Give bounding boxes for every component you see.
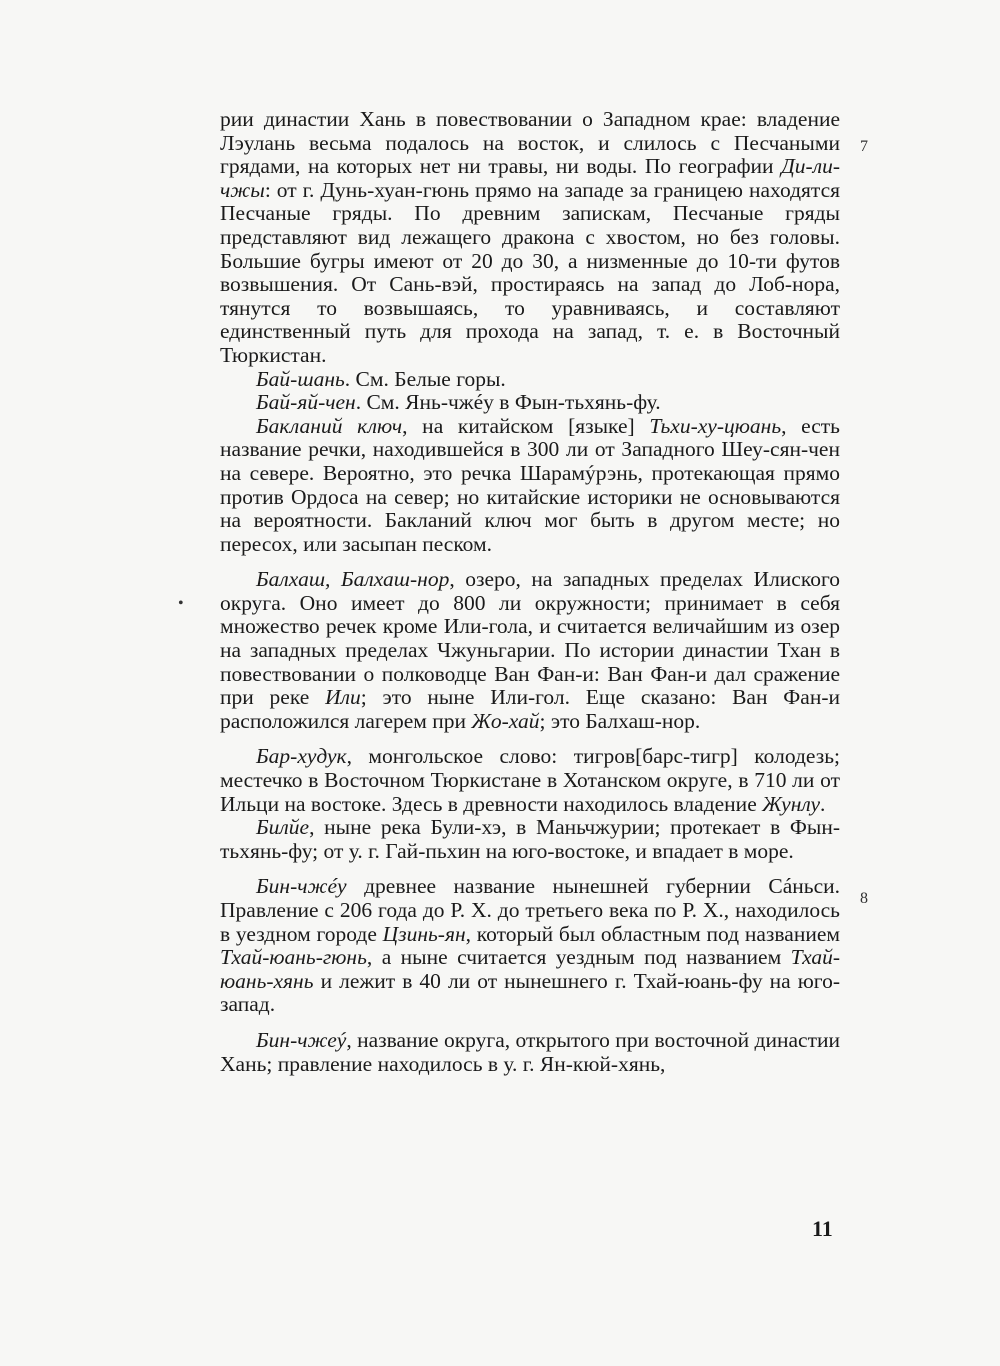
text-run: . xyxy=(820,791,826,816)
text-run: . См. Янь-чжéу в Фын-тьхянь-фу. xyxy=(355,390,661,415)
paragraph xyxy=(220,391,840,415)
page-body-text xyxy=(220,108,840,1076)
text-run: ; это Балхаш-нор. xyxy=(539,708,701,733)
paragraph xyxy=(220,875,840,1017)
text-run: , есть название речки, находившейся в 300 ли от Западного Шеу-сян-чен на севере. Вероятно, это речка Шарамýрэнь, протекающая прямо против Ордоса на север; но китайские историки не основываются на вероятности. Бакланий ключ мог быть в другом месте; но пересох, или засыпан песком. xyxy=(220,413,840,556)
text-run: , который был областным под названием xyxy=(465,921,840,946)
text-run: , на китайском [языке] xyxy=(402,413,650,438)
italic-term: Бай-яй-чен xyxy=(256,390,356,415)
text-run: и лежит в 40 ли от нынешнего г. Тхай-юань-фу на юго-запад. xyxy=(220,968,840,1017)
paragraph xyxy=(220,368,840,392)
italic-term: Бакланий ключ xyxy=(256,413,403,438)
text-run: . См. Белые горы. xyxy=(344,366,506,391)
text-run: древнее название нынешней губернии Сáньси. Правление с 206 года до Р. Х. до третьего века по Р. Х., находилось в уездном городе xyxy=(220,874,840,946)
text-run: , а ныне считается уездным под названием xyxy=(366,945,791,970)
italic-term: Бин-чжéу xyxy=(256,874,347,899)
text-run: ; это ныне Или-гол. Еще сказано: Ван Фан-и расположился лагерем при xyxy=(220,685,840,733)
page-number: 11 xyxy=(812,1216,833,1241)
italic-term: Ди-ли-чжы xyxy=(220,154,840,202)
italic-term: Балхаш, Балхаш-нор xyxy=(256,567,450,592)
italic-term: Жунлу xyxy=(762,791,821,816)
text-run: , ныне река Були-хэ, в Маньчжурии; протекает в Фын-тьхянь-фу; от у. г. Гай-пьхин на юго-востоке, и впадает в море. xyxy=(220,815,840,863)
text-run: рии династии Хань в повествовании о Западном крае: владение Лэулань весьма подалось на восток, и слилось с Песчаными грядами, на которых нет ни травы, ни воды. По географии xyxy=(220,107,840,179)
italic-term: Бин-чжеý xyxy=(256,1027,347,1052)
paragraph xyxy=(220,745,840,816)
italic-term: Жо-хай xyxy=(471,708,540,733)
text-run: : от г. Дунь-хуан-гюнь прямо на западе за границею находятся Песчаные гряды. По древним запискам, Песчаные гряды представляют вид лежащего дракона с хвостом, но без головы. Большие бугры имеют от 20 до 30, а низменные до 10-ти футов возвышения. От Сань-вэй, простираясь на запад до Лоб-нора, тянутся то возвышаясь, то уравниваясь, и составляют единственный путь для прохода на запад, т. е. в Восточный Тюркистан. xyxy=(220,177,840,367)
italic-term: Цзинь-ян xyxy=(382,921,466,946)
paragraph xyxy=(220,415,840,557)
italic-term: Тьхи-ху-цюань xyxy=(649,413,782,438)
italic-term: Билйе xyxy=(256,815,310,840)
italic-term: Бар-худук xyxy=(256,744,347,769)
italic-term: Или xyxy=(325,685,361,710)
paragraph xyxy=(220,1029,840,1076)
margin-dot: • xyxy=(178,595,184,612)
margin-note-8: 8 xyxy=(860,890,868,907)
text-run: , озеро, на западных пределах Илиского округа. Оно имеет до 800 ли окружности; принимает в себя множество речек кроме Или-гола, и считается величайшим из озер на западных пределах Чжуньгарии. По истории династии Тхан в повествовании о полководце Ван Фан-и: Ван Фан-и дал сражение при реке xyxy=(220,567,840,710)
italic-term: Тхай-юань-хянь xyxy=(220,945,840,993)
margin-note-7: 7 xyxy=(860,138,868,155)
paragraph xyxy=(220,568,840,733)
paragraph xyxy=(220,816,840,863)
italic-term: Тхай-юань-гюнь xyxy=(220,945,367,970)
text-run: , монгольское слово: тигров[барс-тигр] колодезь; местечко в Восточном Тюркистане в Хотанском округе, в 710 ли от Ильци на востоке. Здесь в древности находилось владение xyxy=(220,744,840,816)
italic-term: Бай-шань xyxy=(256,366,345,391)
paragraph xyxy=(220,108,840,368)
text-run: , название округа, открытого при восточной династии Хань; правление находилось в у. г. Ян-кюй-хянь, xyxy=(220,1027,840,1076)
